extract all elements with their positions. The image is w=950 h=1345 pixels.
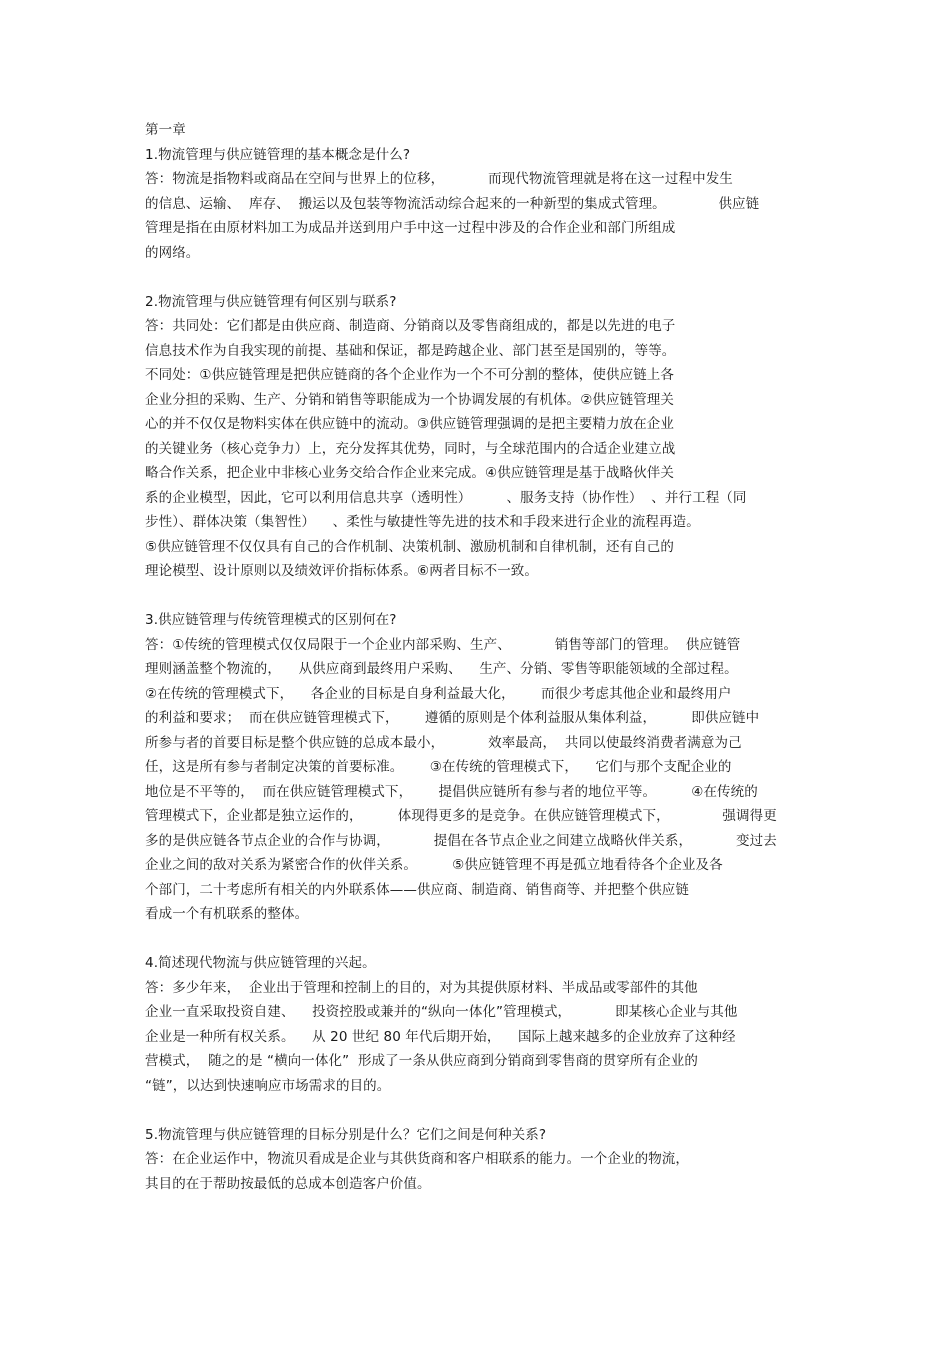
document-body bbox=[145, 118, 810, 1196]
section-3 bbox=[145, 608, 810, 927]
paragraph-gap bbox=[145, 265, 810, 290]
section-question: 5.物流管理与供应链管理的目标分别是什么？它们之间是何种关系? bbox=[145, 1126, 547, 1143]
section-question: 4.简述现代物流与供应链管理的兴起。 bbox=[145, 955, 376, 971]
answer-line: 企业之间的敌对关系为紧密合作的伙伴关系。 ⑤供应链管理不再是孤立地看待各个企业及各 bbox=[145, 857, 723, 873]
answer-line: 任，这是所有参与者制定决策的首要标准。 ③在传统的管理模式下， 它们与那个支配企业的 bbox=[145, 759, 732, 775]
answer-line: 答：物流是指物料或商品在空间与世界上的位移， 而现代物流管理就是将在这一过程中发生 bbox=[145, 171, 733, 187]
answer-line: “链”，以达到快速响应市场需求的目的。 bbox=[145, 1077, 391, 1094]
paragraph-gap bbox=[145, 584, 810, 609]
answer-line: 的信息、运输、 库存、 搬运以及包装等物流活动综合起来的一种新型的集成式管理。 供应链 bbox=[145, 195, 760, 212]
answer-line: 多的是供应链各节点企业的合作与协调， 提倡在各节点企业之间建立战略伙伴关系， 变过去 bbox=[145, 832, 777, 849]
answer-line: 答：在企业运作中，物流贝看成是企业与其供货商和客户相联系的能力。一个企业的物流， bbox=[145, 1151, 689, 1167]
answer-line: 的网络。 bbox=[145, 244, 200, 261]
answer-line: ②在传统的管理模式下， 各企业的目标是自身利益最大化， 而很少考虑其他企业和最终用户 bbox=[145, 685, 732, 702]
answer-line: 答：①传统的管理模式仅仅局限于一个企业内部采购、生产、 销售等部门的管理。 供应链管 bbox=[145, 636, 741, 653]
section-4 bbox=[145, 951, 810, 1098]
answer-line: 其目的在于帮助按最低的总成本创造客户价值。 bbox=[145, 1175, 431, 1192]
answer-line: 心的并不仅仅是物料实体在供应链中的流动。③供应链管理强调的是把主要精力放在企业 bbox=[145, 416, 675, 432]
answer-line: 的关键业务（核心竞争力）上，充分发挥其优势，同时，与全球范围内的合适企业建立战 bbox=[145, 440, 676, 457]
answer-line: 信息技术作为自我实现的前提、基础和保证，都是跨越企业、部门甚至是国别的，等等。 bbox=[145, 342, 676, 359]
answer-line: 企业分担的采购、生产、分销和销售等职能成为一个协调发展的有机体。②供应链管理关 bbox=[145, 391, 675, 408]
answer-line: 管理是指在由原材料加工为成品并送到用户手中这一过程中涉及的合作企业和部门所组成 bbox=[145, 220, 676, 236]
answer-line: 企业是一种所有权关系。 从 20 世纪 80 年代后期开始， 国际上越来越多的企业放弃了这种经 bbox=[145, 1028, 736, 1045]
section-question: 1.物流管理与供应链管理的基本概念是什么? bbox=[145, 146, 411, 163]
answer-line: 步性）、群体决策（集智性） 、柔性与敏捷性等先进的技术和手段来进行企业的流程再造。 bbox=[145, 514, 700, 530]
answer-line: 不同处：①供应链管理是把供应链商的各个企业作为一个不可分割的整体，使供应链上各 bbox=[145, 367, 675, 383]
answer-line: 答：共同处：它们都是由供应商、制造商、分销商以及零售商组成的，都是以先进的电子 bbox=[145, 318, 676, 334]
answer-line: 营模式， 随之的是 “横向一体化” 形成了一条从供应商到分销商到零售商的贯穿所有企业的 bbox=[145, 1053, 698, 1069]
answer-line: ⑤供应链管理不仅仅具有自己的合作机制、决策机制、激励机制和自律机制，还有自己的 bbox=[145, 538, 675, 555]
section-1 bbox=[145, 143, 810, 266]
answer-line: 地位是不平等的， 而在供应链管理模式下， 提倡供应链所有参与者的地位平等。 ④在传统的 bbox=[145, 783, 758, 800]
answer-line: 的利益和要求； 而在供应链管理模式下， 遵循的原则是个体利益服从集体利益， 即供应链中 bbox=[145, 710, 760, 726]
paragraph-gap bbox=[145, 927, 810, 952]
answer-line: 系的企业模型，因此，它可以利用信息共享（透明性） 、服务支持（协作性） 、并行工程（同 bbox=[145, 489, 747, 506]
answer-line: 略合作关系，把企业中非核心业务交给合作企业来完成。④供应链管理是基于战略伙伴关 bbox=[145, 465, 675, 481]
answer-line: 所参与者的首要目标是整个供应链的总成本最小， 效率最高， 共同以使最终消费者满意为己 bbox=[145, 734, 742, 751]
answer-line: 答：多少年来， 企业出于管理和控制上的目的，对为其提供原材料、半成品或零部件的其他 bbox=[145, 979, 698, 996]
answer-line: 企业一直采取投资自建、 投资控股或兼并的“纵向一体化”管理模式， 即某核心企业与其他 bbox=[145, 1004, 738, 1020]
answer-line: 管理模式下，企业都是独立运作的， 体现得更多的是竞争。在供应链管理模式下， 强调得更 bbox=[145, 808, 777, 824]
answer-line: 理则涵盖整个物流的， 从供应商到最终用户采购、 生产、分销、零售等职能领域的全部过程。 bbox=[145, 661, 738, 677]
section-question: 3.供应链管理与传统管理模式的区别何在? bbox=[145, 612, 397, 628]
answer-line: 个部门，二十考虑所有相关的内外联系体——供应商、制造商、销售商等、并把整个供应链 bbox=[145, 881, 689, 898]
answer-line: 理论模型、设计原则以及绩效评价指标体系。⑥两者目标不一致。 bbox=[145, 563, 539, 579]
chapter-title: 第一章 bbox=[145, 122, 186, 138]
section-2 bbox=[145, 290, 810, 584]
section-5 bbox=[145, 1123, 810, 1197]
paragraph-gap bbox=[145, 1098, 810, 1123]
section-question: 2.物流管理与供应链管理有何区别与联系? bbox=[145, 293, 397, 310]
answer-line: 看成一个有机联系的整体。 bbox=[145, 906, 309, 922]
